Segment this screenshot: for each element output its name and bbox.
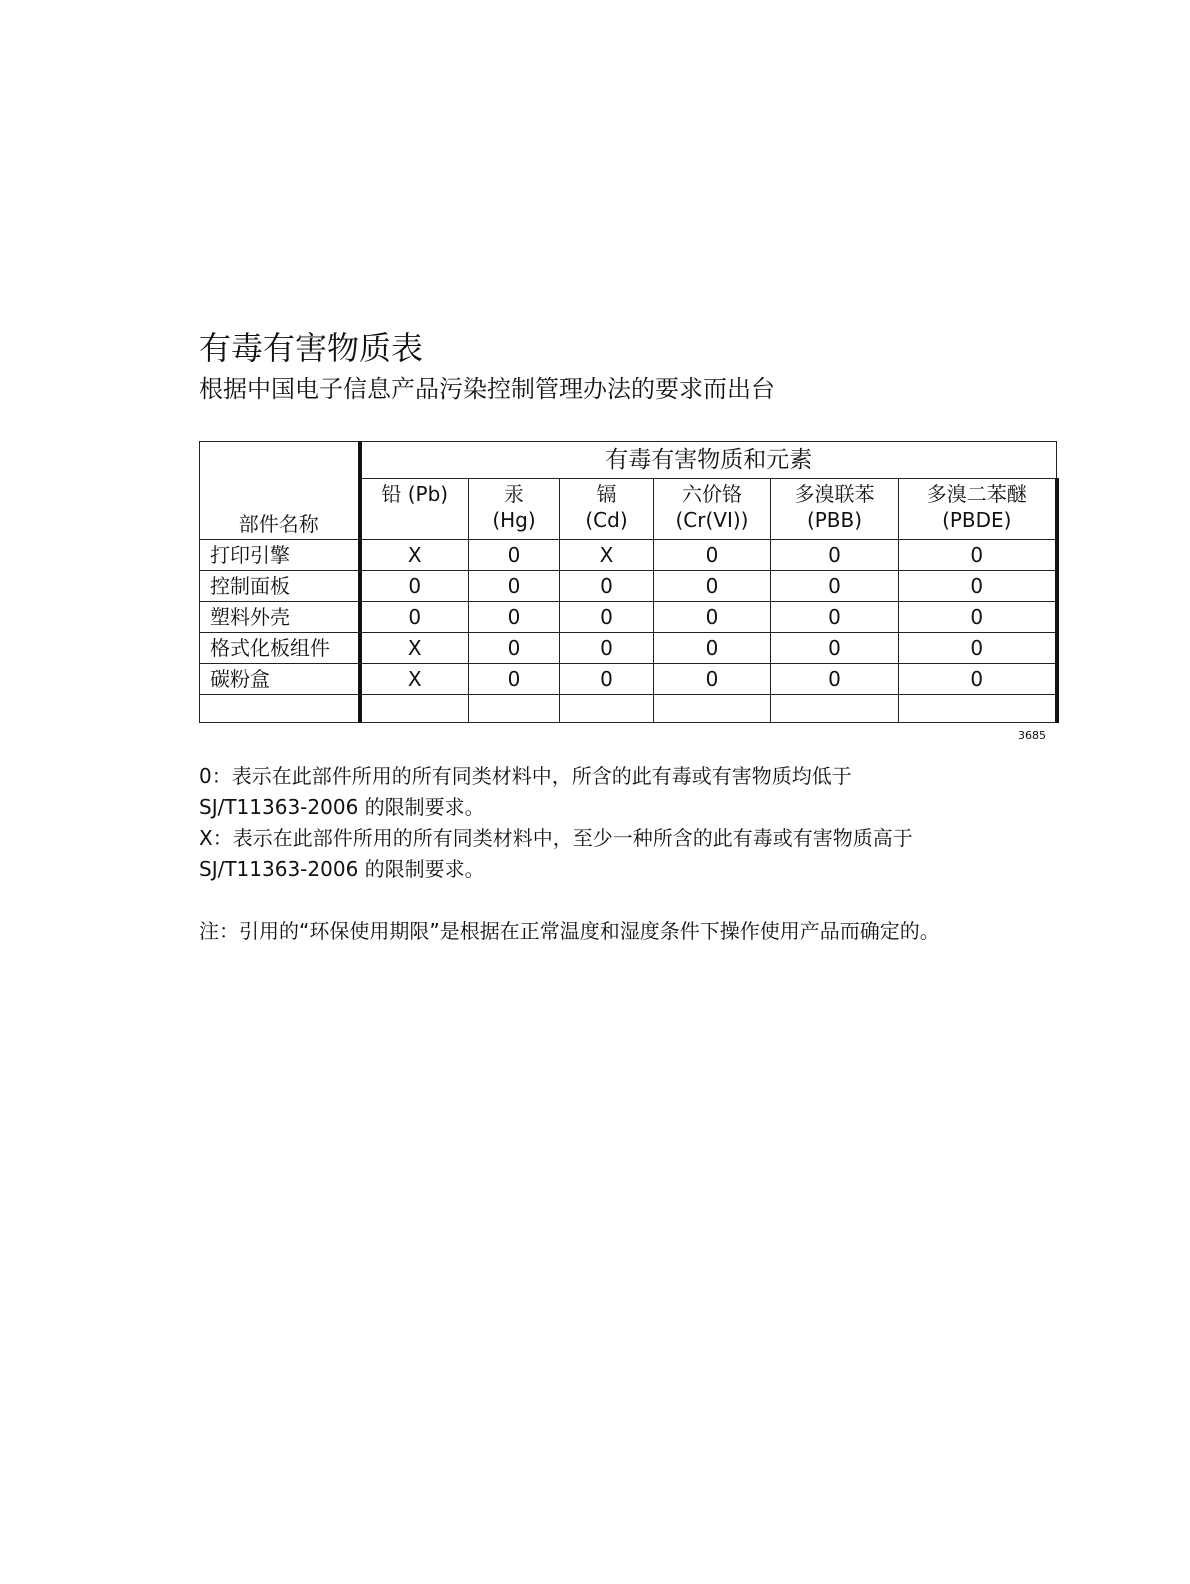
element-header-cd <box>560 479 654 540</box>
value-pbb: 0 <box>771 633 899 664</box>
element-header-pbde <box>899 479 1057 540</box>
part-name: 格式化板组件 <box>200 633 360 664</box>
note-zero-line-1: 0：表示在此部件所用的所有同类材料中，所含的此有毒或有害物质均低于 <box>199 764 852 788</box>
value-cd: 0 <box>560 602 654 633</box>
value-hg: 0 <box>469 602 560 633</box>
empty-cell <box>200 695 360 723</box>
value-pbde: 0 <box>899 664 1057 695</box>
page-title: 有毒有害物质表 <box>199 329 424 367</box>
part-name: 打印引擎 <box>200 540 360 571</box>
element-header-cr6 <box>654 479 771 540</box>
table-row-control-panel <box>200 571 1057 602</box>
element-header-pbde-name: 多溴二苯醚 <box>926 482 1027 506</box>
empty-cell <box>771 695 899 723</box>
element-header-pb-label: 铅 (Pb) <box>381 482 449 506</box>
value-hg: 0 <box>469 664 560 695</box>
element-header-hg-symbol: (Hg) <box>492 508 536 532</box>
value-pb: X <box>360 540 469 571</box>
element-header-cr6-name: 六价铬 <box>682 482 742 506</box>
value-pbde: 0 <box>899 633 1057 664</box>
value-pb: 0 <box>360 602 469 633</box>
note-zero-line-2: SJ/T11363-2006 的限制要求。 <box>199 795 485 819</box>
value-hg: 0 <box>469 633 560 664</box>
empty-cell <box>560 695 654 723</box>
empty-cell <box>654 695 771 723</box>
empty-cell <box>360 695 469 723</box>
value-cd: 0 <box>560 664 654 695</box>
note-x-line-2: SJ/T11363-2006 的限制要求。 <box>199 857 485 881</box>
note-x-line-1: X：表示在此部件所用的所有同类材料中，至少一种所含的此有毒或有害物质高于 <box>199 826 913 850</box>
value-cd: 0 <box>560 633 654 664</box>
table-row-empty <box>200 695 1057 723</box>
substances-group-header: 有毒有害物质和元素 <box>360 442 1057 479</box>
value-pb: X <box>360 664 469 695</box>
element-header-pb <box>360 479 469 540</box>
table-row-toner-cartridge <box>200 664 1057 695</box>
element-header-cr6-symbol: (Cr(VI)) <box>675 508 749 532</box>
table-row-plastic-housing <box>200 602 1057 633</box>
hazardous-substances-table-wrapper <box>199 441 1059 723</box>
element-header-cd-symbol: (Cd) <box>585 508 628 532</box>
parts-column-header: 部件名称 <box>200 442 360 540</box>
element-header-hg-name: 汞 <box>504 482 524 506</box>
value-pbb: 0 <box>771 571 899 602</box>
empty-cell <box>469 695 560 723</box>
value-pbde: 0 <box>899 602 1057 633</box>
element-header-pbb <box>771 479 899 540</box>
footnote: 注：引用的“环保使用期限”是根据在正常温度和湿度条件下操作使用产品而确定的。 <box>199 919 940 943</box>
element-header-pbb-name: 多溴联苯 <box>794 482 875 506</box>
value-cd: 0 <box>560 571 654 602</box>
value-hg: 0 <box>469 571 560 602</box>
value-cr6: 0 <box>654 540 771 571</box>
table-row-print-engine <box>200 540 1057 571</box>
table-row-formatter-board <box>200 633 1057 664</box>
element-header-pbde-symbol: (PBDE) <box>942 508 1012 532</box>
value-hg: 0 <box>469 540 560 571</box>
part-name: 碳粉盒 <box>200 664 360 695</box>
hazardous-substances-table <box>199 441 1059 723</box>
document-number: 3685 <box>1018 729 1046 742</box>
value-cr6: 0 <box>654 571 771 602</box>
value-pb: 0 <box>360 571 469 602</box>
value-pbb: 0 <box>771 664 899 695</box>
part-name: 塑料外壳 <box>200 602 360 633</box>
part-name: 控制面板 <box>200 571 360 602</box>
element-header-pbb-symbol: (PBB) <box>806 508 863 532</box>
value-pbb: 0 <box>771 602 899 633</box>
element-header-hg <box>469 479 560 540</box>
value-pbde: 0 <box>899 571 1057 602</box>
value-cr6: 0 <box>654 664 771 695</box>
value-cr6: 0 <box>654 602 771 633</box>
value-cr6: 0 <box>654 633 771 664</box>
value-cd: X <box>560 540 654 571</box>
page-subtitle: 根据中国电子信息产品污染控制管理办法的要求而出台 <box>199 375 775 403</box>
value-pb: X <box>360 633 469 664</box>
value-pbb: 0 <box>771 540 899 571</box>
value-pbde: 0 <box>899 540 1057 571</box>
element-header-cd-name: 镉 <box>596 482 617 506</box>
empty-cell <box>899 695 1057 723</box>
